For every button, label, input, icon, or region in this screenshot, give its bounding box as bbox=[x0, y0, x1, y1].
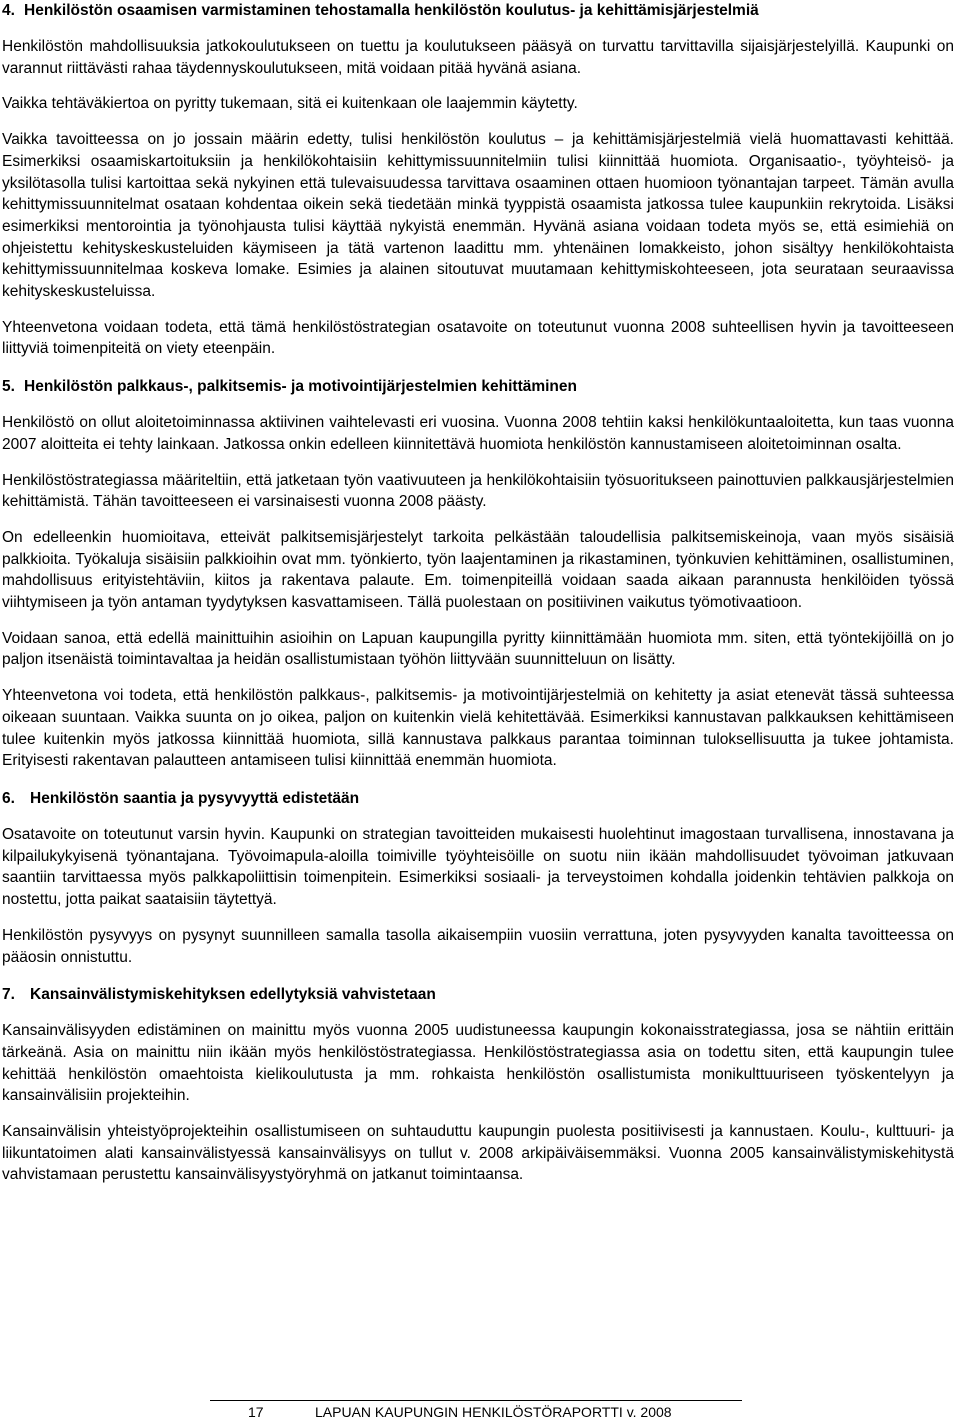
section-heading bbox=[2, 984, 954, 1005]
section-title: Henkilöstön saantia ja pysyvyyttä edistetään bbox=[30, 789, 360, 807]
section-heading bbox=[2, 376, 954, 397]
section-title: Henkilöstön osaamisen varmistaminen tehostamalla henkilöstön koulutus- ja kehittämisjärjestelmiä bbox=[24, 2, 759, 19]
paragraph: Vaikka tehtäväkiertoa on pyritty tukemaan, sitä ei kuitenkaan ole laajemmin käytetty. bbox=[2, 95, 578, 113]
paragraph: Yhteenvetona voi todeta, että henkilöstön palkkaus-, palkitsemis- ja motivointijärjestelmiä on kehitetty ja asiat etenevät tässä suhteessa oikeaan suuntaan. Vaikka suunta on jo oikea, paljon on kuitenkin vielä kehitettävää. Esimerkiksi kannustavan palkkauksen kehittämiseen tulee kuitenkin myös jatkossa kiinnittää huomiota, sillä kannustava palkkaus parantaa toiminnan tuloksellisuutta ja tukee johtamista. Erityisesti rakentavan palautteen antamiseen tulisi kiinnittää enemmän huomiota. bbox=[2, 687, 954, 770]
section-heading bbox=[2, 788, 954, 809]
paragraph: Vaikka tavoitteessa on jo jossain määrin edetty, tulisi henkilöstön koulutus – ja kehittämisjärjestelmiä vielä huomattavasti kehittää. Esimerkiksi osaamiskartoituksiin ja henkilökohtaisiin kehittymissuunnitelmiin tulisi kiinnittää huomiota. Organisaatio-, työyhteisö- ja yksilötasolla tulisi kartoittaa sekä nykyinen että tulevaisuudessa tarvittava osaaminen ottaen huomioon työnantajan tarpeet. Tämän avulla kehittymissuunnitelmat osataan kohdentaa oikein sekä tiedetään minkä tyyppistä osaamista jatkossa tulee kaupunkiin rekrytoida. Lisäksi esimerkiksi mentorointia ja työnohjausta tulisi käyttää nykyistä enemmän. Hyvänä asiana voidaan todeta myös se, että esimiehiä on ohjeistettu kehityskeskusteluiden käymiseen ja tätä vartenon laadittu mm. yhtenäinen lomakkeisto, johon sisältyy henkilökohtaista kehittymissuunnitelmaa koskeva lomake. Esimies ja alainen sitoutuvat muutamaan kehittymiskohteeseen, jota seurataan seuraavissa kehityskeskusteluissa. bbox=[2, 131, 954, 301]
section-title: Kansainvälistymiskehityksen edellytyksiä vahvistetaan bbox=[30, 986, 436, 1004]
paragraph: Henkilöstö on ollut aloitetoiminnassa aktiivinen vaihtelevasti eri vuosina. Vuonna 2008 tehtiin kaksi henkilökuntaaloitetta, kun taas vuonna 2007 aloitteita ei tehty lainkaan. Jatkossa onkin edelleen kiinnitettävä huomiota henkilöstön kannustamiseen aloitetoiminnan osalta. bbox=[2, 414, 954, 453]
section-6 bbox=[2, 788, 954, 968]
paragraph: On edelleenkin huomioitava, etteivät palkitsemisjärjestelyt tarkoita pelkästään taloudellisia palkitsemiskeinoja, vaan myös sisäisiä palkkioita. Työkaluja sisäisiin palkkioihin ovat mm. työnkierto, työn laajentaminen ja rikastaminen, työnkuvien kehittäminen, osallistuminen, mahdollisuus erityistehtäviin, kiitos ja rakentava palaute. Em. toimenpiteillä voidaan saada aikaan parannusta henkilöiden työssä viihtymiseen ja työn antaman tyydytyksen kasvattamiseen. Tällä puolestaan on positiivinen vaikutus työmotivaatioon. bbox=[2, 528, 954, 612]
section-7 bbox=[2, 984, 954, 1186]
footer-title: LAPUAN KAUPUNGIN HENKILÖSTÖRAPORTTI v. 2008 bbox=[315, 1404, 672, 1420]
paragraph: Osatavoite on toteutunut varsin hyvin. Kaupunki on strategian tavoitteiden mukaisesti huolehtinut imagostaan turvallisena, innostavana ja kilpailukykyisenä työnantajana. Työvoimapula-aloilla toimiville työyhteisöille on suotu niin ikään mahdollisuudet työvoiman jatkuvaan saantiin tarvittaessa myös palkkapoliittisin toimenpitein. Esimerkiksi sosiaali- ja terveystoimen kohdalla joidenkin tehtävien palkkoja on nostettu, jotta paikat saataisiin täytettyä. bbox=[2, 825, 954, 909]
paragraph: Henkilöstön pysyvyys on pysynyt suunnilleen samalla tasolla aikaisempiin vuosiin verrattuna, joten pysyvyyden kanalta tavoitteessa on pääosin onnistuttu. bbox=[2, 926, 954, 966]
paragraph: Henkilöstöstrategiassa määriteltiin, että jatketaan työn vaativuuteen ja henkilökohtaisiin työsuoritukseen painottuvien palkkausjärjestelmien kehittämistä. Tähän tavoitteeseen ei varsinaisesti vuonna 2008 päästy. bbox=[2, 471, 954, 511]
paragraph: Henkilöstön mahdollisuuksia jatkokoulutukseen on tuettu ja koulutukseen pääsyä on turvattu tarvittavilla sijaisjärjestelyillä. Kaupunki on varannut riittävästi rahaa täydennyskoulutukseen, mitä voidaan pitää hyvänä asiana. bbox=[2, 38, 954, 77]
section-number: 7. bbox=[2, 986, 15, 1004]
section-heading bbox=[2, 0, 954, 21]
section-number: 6. bbox=[2, 789, 15, 807]
page-number: 17 bbox=[248, 1404, 264, 1420]
section-number: 4. bbox=[2, 2, 15, 19]
paragraph: Kansainvälisin yhteistyöprojekteihin osallistumiseen on suhtauduttu kaupungin puolesta positiivisesti ja kannustaen. Koulu-, kulttuuri- ja liikuntatoimen alati kansainvälistyessä kansainvälisyys on tullut v. 2008 arkipäiväisemmäksi. Vuonna 2005 kansainvälistymiskehitystä vahvistamaan perustettu kansainvälisyystyöryhmä on jatkanut toimintaansa. bbox=[2, 1123, 954, 1184]
paragraph: Yhteenvetona voidaan todeta, että tämä henkilöstöstrategian osatavoite on toteutunut vuonna 2008 suhteellisen hyvin ja tavoitteeseen liittyviä toimenpiteitä on viety eteenpäin. bbox=[2, 318, 954, 358]
section-4 bbox=[2, 0, 954, 360]
footer-divider bbox=[210, 1400, 742, 1401]
paragraph: Kansainvälisyyden edistäminen on mainittu myös vuonna 2005 uudistuneessa kaupungin kokonaisstrategiassa, josa se nähtiin erittäin tärkeänä. Asia on mainittu niin ikään myös henkilöstöstrategiassa. Henkilöstöstrategiassa asia on todettu siten, että kaupungin tulee kehittää henkilöstön omaehtoista kielikoulutusta ja mm. rohkaista henkilöstön osallistumista monikulttuuriseen työskentelyyn ja kansainvälisiin projekteihin. bbox=[2, 1022, 954, 1105]
section-number: 5. bbox=[2, 378, 15, 396]
page-footer bbox=[0, 1398, 960, 1426]
section-5 bbox=[2, 376, 954, 772]
section-title: Henkilöstön palkkaus-, palkitsemis- ja motivointijärjestelmien kehittäminen bbox=[24, 378, 577, 396]
paragraph: Voidaan sanoa, että edellä mainittuihin asioihin on Lapuan kaupungilla pyritty kiinnittämään huomiota mm. siten, että työntekijöillä on jo paljon itsenäistä toimintavaltaa ja heidän osallistumistaan työhön liittyvään suunnitteluun on lisätty. bbox=[2, 629, 954, 669]
